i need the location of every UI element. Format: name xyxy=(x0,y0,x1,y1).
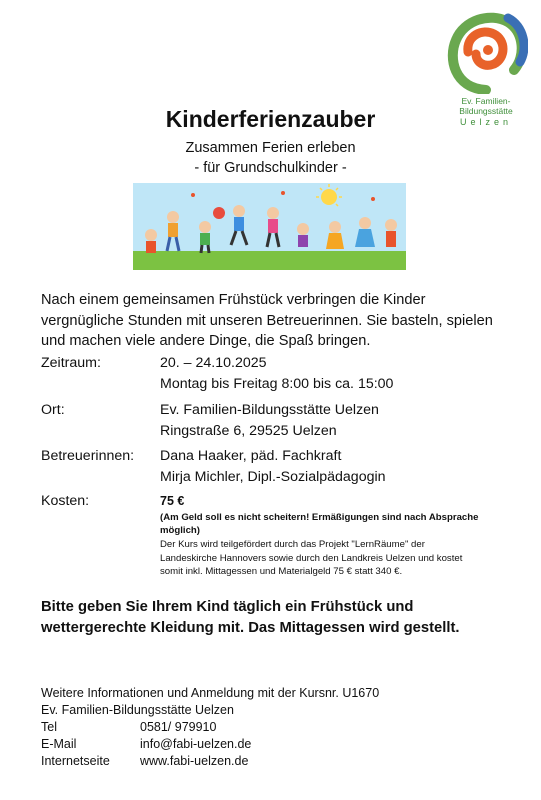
contact-org: Ev. Familien-Bildungsstätte Uelzen xyxy=(41,703,234,717)
children-playing-illustration xyxy=(133,183,406,270)
intro-paragraph: Nach einem gemeinsamen Frühstück verbringen die Kinder vergnügliche Stunden mit unseren Betreuerinnen. Sie basteln, spielen und machen viele andere Dinge, die Spaß bringen. xyxy=(41,292,493,349)
web-label: Internetseite xyxy=(41,754,110,768)
kosten-funding: Der Kurs wird teilgefördert durch das Projekt "LernRäume" der Landeskirche Hannovers sowie durch den Landkreis Uelzen und kostet somit inkl. Mittagessen und Materialgeld 75 € statt 340 €. xyxy=(160,539,463,577)
contact-intro: Weitere Informationen und Anmeldung mit der Kursnr. U1670 xyxy=(41,686,380,700)
zeitraum-label: Zeitraum: xyxy=(41,355,101,371)
logo-line1: Ev. Familien- xyxy=(461,96,511,106)
betreuer-1: Dana Haaker, päd. Fachkraft xyxy=(160,448,342,464)
mail-link[interactable]: info@fabi-uelzen.de xyxy=(140,737,252,751)
ball-icon xyxy=(213,207,225,219)
kosten-price: 75 € xyxy=(160,494,185,508)
page-title: Kinderferienzauber xyxy=(165,106,376,132)
tel-label: Tel xyxy=(41,720,57,734)
ort-label: Ort: xyxy=(41,402,65,418)
kosten-note: (Am Geld soll es nicht scheitern! Ermäßigungen sind nach Absprache möglich) xyxy=(160,512,479,536)
logo-line3: Uelzen xyxy=(459,117,512,127)
ort-address: Ringstraße 6, 29525 Uelzen xyxy=(160,423,337,439)
tel-value: 0581/ 979910 xyxy=(140,720,217,734)
betreuer-label: Betreuerinnen: xyxy=(41,448,135,464)
subtitle-2: - für Grundschulkinder - xyxy=(194,160,347,176)
child-6 xyxy=(297,223,309,247)
kosten-label: Kosten: xyxy=(41,493,90,509)
web-link[interactable]: www.fabi-uelzen.de xyxy=(140,754,249,768)
child-9 xyxy=(385,219,397,247)
zeitraum-time: Montag bis Freitag 8:00 bis ca. 15:00 xyxy=(160,376,394,392)
subtitle-1: Zusammen Ferien erleben xyxy=(185,140,356,156)
notice-paragraph: Bitte geben Sie Ihrem Kind täglich ein Frühstück und wettergerechte Kleidung mit. Das Mittagessen wird gestellt. xyxy=(41,599,460,636)
betreuer-2: Mirja Michler, Dipl.-Sozialpädagogin xyxy=(160,469,386,485)
logo-line2: Bildungsstätte xyxy=(459,106,513,116)
child-1 xyxy=(145,229,157,253)
zeitraum-date: 20. – 24.10.2025 xyxy=(160,355,267,371)
spiral-logo-icon xyxy=(446,8,528,94)
mail-label: E-Mail xyxy=(41,737,77,751)
ort-name: Ev. Familien-Bildungsstätte Uelzen xyxy=(160,402,379,418)
